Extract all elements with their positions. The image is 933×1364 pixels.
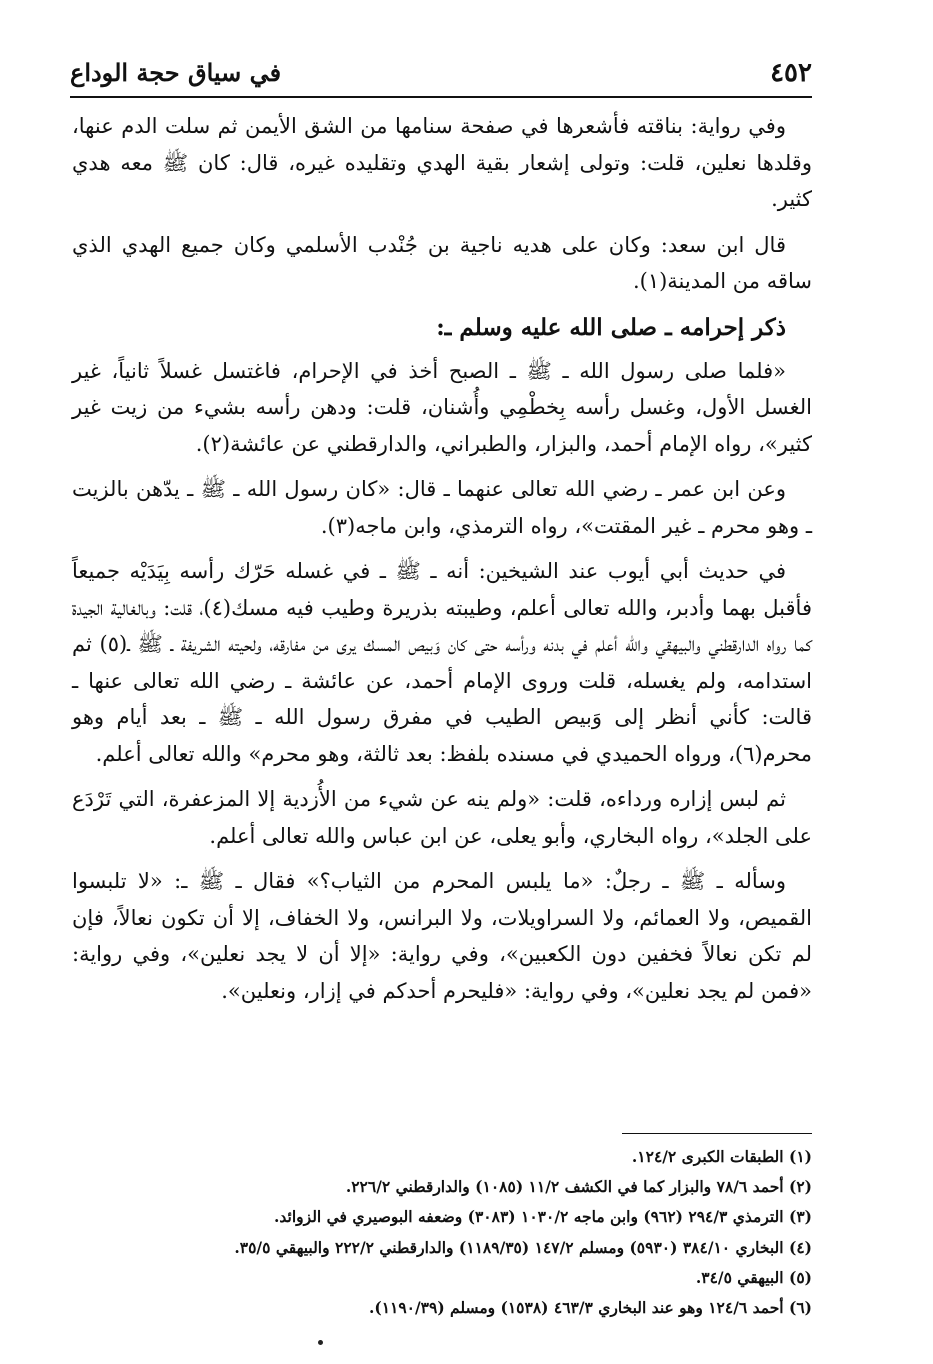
footnote: (١) الطبقات الكبرى ١٢٤/٢. (631, 1147, 812, 1166)
page-header (70, 52, 812, 92)
section-heading: ذكر إحرامه ـ صلى الله عليه وسلم ـ: (436, 313, 786, 341)
paragraph: وسأله ـ ﷺ ـ رجلٌ: «ما يلبس المحرم من الثياب؟» فقال ـ ﷺ ـ: «لا تلبسوا القميص، ولا العمائم، ولا السراويلات، ولا البرانس، ولا الخفاف، إلا أن تكون نعالاً، فإن لم تكن نعالاً فخفين دون الكعبين»، وفي رواية: «إلا أن لا يجد نعلين»، وفي رواية: «فمن لم يجد نعلين»، وفي رواية: «فليحرم أحدكم في إزار، ونعلين». (72, 869, 812, 1003)
main-text (72, 108, 812, 1018)
footnote: (٢) أحمد ٧٨/٦ والبزار كما في الكشف ١١/٢ (١٠٨٥) والدارقطني ٢٢٦/٢. (345, 1177, 812, 1197)
footnote: (٦) أحمد ١٢٤/٦ وهو عند البخاري ٤٦٣/٣ (١٥٣٨) ومسلم (١١٩٠/٣٩). (368, 1298, 812, 1318)
running-title: في سياق حجة الوداع (70, 58, 282, 87)
paragraph: ثم لبس إزاره ورداءه، قلت: «ولم ينه عن شيء من الأُزدية إلا المزعفرة، التي تَرْدَع على الجلد»، رواه البخاري، وأبو يعلى، عن ابن عباس والله تعالى أعلم. (72, 787, 812, 848)
paragraph: وعن ابن عمر ـ رضي الله تعالى عنهما ـ قال: «كان رسول الله ـ ﷺ ـ يدّهن بالزيت ـ وهو محرم ـ غير المقتت»، رواه الترمذي، وابن ماجه(٣). (72, 477, 812, 538)
footnote: (٥) البيهقي ٣٤/٥. (695, 1267, 812, 1287)
footnote: (٤) البخاري ٣٨٤/١٠ (٥٩٣٠) ومسلم ١٤٧/٢ (١١٨٩/٣٥) والدارقطني ٢٢٢/٢ والبيهقي ٣٥/٥. (234, 1237, 812, 1257)
paragraph: في حديث أبي أيوب عند الشيخين: أنه ـ ﷺ ـ في غسله حَرّك رأسه بِيَدَيْه جميعاً فأقبل بهما وأدبر، والله تعالى أعلم، وطيبته بذريرة وطيب فيه مسك(٤)، قلت: وبالغالية الجيدة كما رواه الدارقطني والبيهقي والله أعلم في بدنه ورأسه حتى كان وَبيص المسك يرى من مفارقه، ولحيته الشريفة ـ ﷺ ـ(٥) ثم استدامه، ولم يغسله، قلت وروى الإمام أحمد، عن عائشة ـ رضي الله تعالى عنها ـ قالت: كأني أنظر إلى وَبيص الطيب في مفرق رسول الله ـ ﷺ ـ بعد أيام وهو محرم(٦)، ورواه الحميدي في مسنده بلفظ: بعد ثالثة، وهو محرم» والله تعالى أعلم. (72, 559, 812, 766)
paragraph: قال ابن سعد: وكان على هديه ناجية بن جُنْدب الأسلمي وكان جميع الهدي الذي ساقه من المدينة(١). (72, 232, 812, 293)
footnotes (72, 1142, 812, 1323)
footnote-rule (622, 1133, 812, 1134)
scan-speck (318, 1340, 323, 1345)
paragraph: وفي رواية: بناقته فأشعرها في صفحة سنامها من الشق الأيمن ثم سلت الدم عنها، وقلدها نعلين، قلت: وتولى إشعار بقية الهدي وتقليده غيره، قال: كان ﷺ معه هدي كثير. (72, 114, 812, 211)
footnote: (٣) الترمذي ٢٩٤/٣ (٩٦٢) وابن ماجه ١٠٣٠/٢ (٣٠٨٣) وضعفه البوصيري في الزوائد. (274, 1207, 812, 1227)
header-rule (70, 96, 812, 98)
paragraph: «فلما صلى رسول الله ـ ﷺ ـ الصبح أخذ في الإحرام، فاغتسل غسلاً ثانياً، غير الغسل الأول، وغسل رأسه بِخطْمِي وأُشنان، قلت: ودهن رأسه بشيء من زيت غير كثير»، رواه الإمام أحمد، والبزار، والطبراني، والدارقطني عن عائشة(٢). (72, 358, 812, 456)
page-number: ٤٥٢ (770, 58, 812, 88)
